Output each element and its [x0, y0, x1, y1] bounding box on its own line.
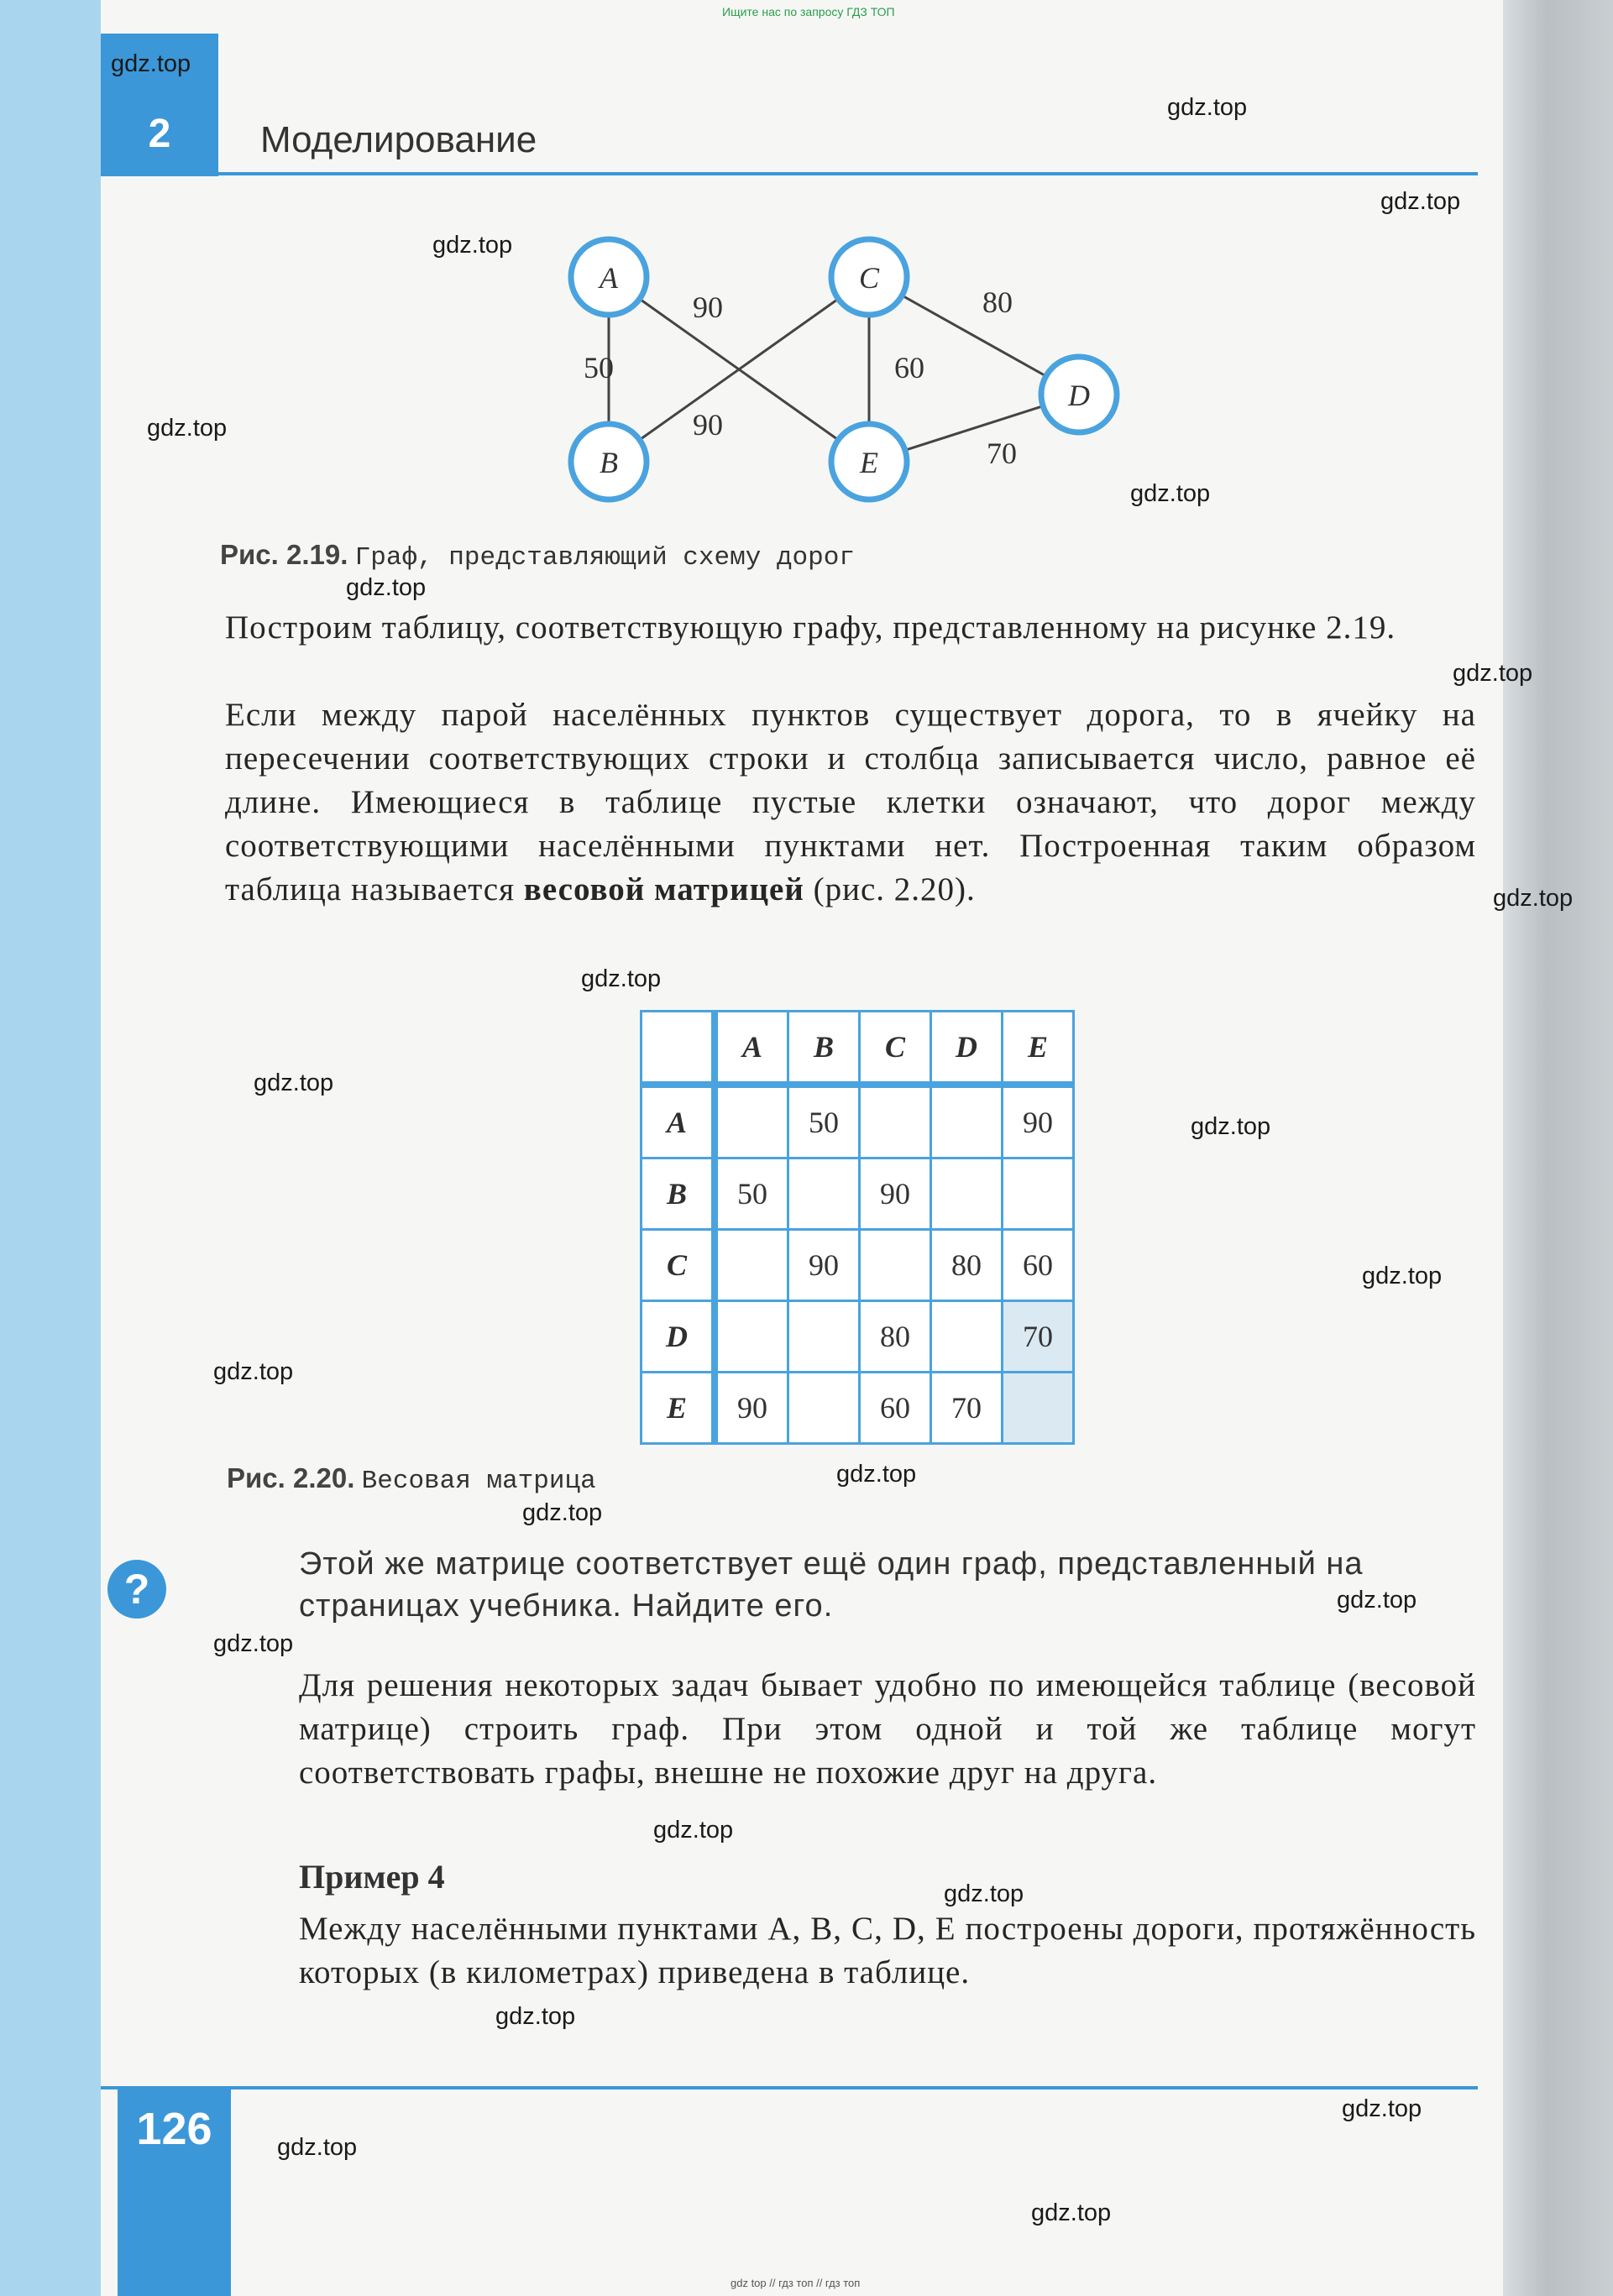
- paragraph-graph-from-table: Для решения некоторых задач бывает удобно по имеющейся таблице (весовой матрице) строить граф. При этом одной и той же таблице могут соответствовать графы, внешне не похожие друг на друга.: [299, 1667, 1476, 1791]
- matrix-row: [642, 1373, 1074, 1444]
- matrix-corner: [642, 1012, 715, 1085]
- figure-2-20-caption: [227, 1462, 596, 1496]
- header-divider: [218, 172, 1478, 175]
- matrix-row-header: B: [642, 1158, 715, 1230]
- figure-label: Рис. 2.20.: [227, 1462, 355, 1493]
- watermark: gdz.top: [1453, 660, 1533, 687]
- definition-text: Если между парой населённых пунктов существует дорога, то в ячейку на пересечении соответствующих строки и столбца записывается число, равное её длине. Имеющиеся в таблице пустые клетки означают, что дорог между соответствующими населёнными пунктами нет. Построенная таким образом таблица называется: [225, 697, 1476, 907]
- matrix-cell: 90: [860, 1158, 931, 1230]
- figure-2-19-caption: [220, 539, 855, 573]
- matrix-header-row: [642, 1012, 1074, 1085]
- edge-weight-label: 90: [693, 290, 723, 324]
- matrix-cell: [931, 1158, 1003, 1230]
- bottom-notice: gdz top // гдз топ // гдз топ: [731, 2277, 861, 2289]
- watermark: gdz.top: [1130, 480, 1211, 507]
- graph-node-label: B: [600, 446, 618, 479]
- matrix-cell: 90: [788, 1230, 860, 1301]
- watermark: gdz.top: [277, 2134, 358, 2161]
- edge-weight-label: 50: [584, 351, 614, 384]
- matrix-row: [642, 1085, 1074, 1158]
- definition-ref: (рис. 2.20).: [804, 871, 976, 907]
- watermark: gdz.top: [1337, 1587, 1417, 1613]
- watermark: gdz.top: [1031, 2199, 1112, 2226]
- graph-node-label: C: [858, 261, 880, 295]
- edge-weight-label: 70: [987, 437, 1017, 470]
- watermark: gdz.top: [581, 965, 662, 992]
- matrix-col-header: E: [1003, 1012, 1074, 1085]
- matrix-cell: 50: [788, 1085, 860, 1158]
- footer-divider: [101, 2086, 1478, 2089]
- matrix-cell: [1003, 1373, 1074, 1444]
- watermark: gdz.top: [653, 1817, 734, 1844]
- watermark: gdz.top: [1342, 2095, 1422, 2122]
- matrix-row: [642, 1230, 1074, 1301]
- matrix-cell: [715, 1085, 788, 1158]
- question-text: Этой же матрице соответствует ещё один граф, представленный на страницах учебника. Найдите его.: [299, 1546, 1364, 1624]
- matrix-cell: [931, 1085, 1003, 1158]
- matrix-row: [642, 1158, 1074, 1230]
- matrix-cell: [715, 1301, 788, 1373]
- top-notice: Ищите нас по запросу ГДЗ ТОП: [722, 5, 895, 18]
- chapter-number: 2: [148, 112, 171, 156]
- matrix-cell: [788, 1373, 860, 1444]
- question-icon: ?: [107, 1560, 166, 1619]
- page-number: 126: [136, 2104, 212, 2154]
- matrix-row-header: C: [642, 1230, 715, 1301]
- edge-weight-label: 80: [982, 285, 1013, 319]
- left-margin-strip: [0, 0, 101, 2296]
- page-number-tab: [118, 2086, 231, 2296]
- watermark: gdz.top: [1362, 1263, 1443, 1289]
- example-title: Пример 4: [299, 1858, 445, 1896]
- matrix-cell: 90: [715, 1373, 788, 1444]
- chapter-title: Моделирование: [260, 119, 537, 160]
- watermark: gdz.top: [495, 2003, 576, 2030]
- watermark: gdz.top: [522, 1499, 603, 1526]
- watermark: gdz.top: [213, 1358, 294, 1385]
- matrix-row-header: A: [642, 1085, 715, 1158]
- matrix-cell: 80: [860, 1301, 931, 1373]
- matrix-col-header: B: [788, 1012, 860, 1085]
- road-graph: [504, 218, 1176, 520]
- matrix-row-header: D: [642, 1301, 715, 1373]
- matrix-row: [642, 1301, 1074, 1373]
- matrix-cell: 80: [931, 1230, 1003, 1301]
- watermark: gdz.top: [1191, 1113, 1271, 1140]
- matrix-cell: 60: [1003, 1230, 1074, 1301]
- matrix-cell: [860, 1230, 931, 1301]
- page-gutter: [1503, 0, 1613, 2296]
- matrix-row-header: E: [642, 1373, 715, 1444]
- matrix-cell: [788, 1158, 860, 1230]
- watermark: gdz.top: [213, 1630, 294, 1657]
- watermark: gdz.top: [1493, 885, 1574, 912]
- matrix-cell: 70: [931, 1373, 1003, 1444]
- watermark: gdz.top: [944, 1880, 1024, 1907]
- matrix-col-header: D: [931, 1012, 1003, 1085]
- paragraph-definition: [225, 693, 1476, 912]
- matrix-cell: [1003, 1158, 1074, 1230]
- paragraph-intro: Построим таблицу, соответствующую графу, представленному на рисунке 2.19.: [225, 609, 1396, 646]
- watermark: gdz.top: [111, 50, 191, 77]
- matrix-col-header: A: [715, 1012, 788, 1085]
- watermark: gdz.top: [147, 415, 228, 442]
- graph-node-label: A: [600, 261, 618, 295]
- matrix-col-header: C: [860, 1012, 931, 1085]
- matrix-cell: 60: [860, 1373, 931, 1444]
- edge-weight-label: 90: [693, 408, 723, 442]
- watermark: gdz.top: [1380, 188, 1461, 215]
- matrix-cell: [931, 1301, 1003, 1373]
- watermark: gdz.top: [254, 1070, 334, 1096]
- figure-text: Весовая матрица: [361, 1467, 596, 1496]
- matrix-cell: 70: [1003, 1301, 1074, 1373]
- graph-node-label: E: [860, 446, 878, 479]
- graph-node-label: D: [1068, 379, 1090, 412]
- matrix-cell: [715, 1230, 788, 1301]
- term-weight-matrix: весовой матрицей: [523, 871, 804, 907]
- watermark: gdz.top: [432, 232, 513, 259]
- watermark: gdz.top: [346, 574, 427, 601]
- matrix-cell: 90: [1003, 1085, 1074, 1158]
- edge-weight-label: 60: [894, 351, 924, 384]
- matrix-cell: [788, 1301, 860, 1373]
- paragraph-example: Между населёнными пунктами A, B, C, D, E построены дороги, протяжённость которых (в километрах) приведена в таблице.: [299, 1911, 1476, 1990]
- watermark: gdz.top: [1167, 94, 1248, 121]
- matrix-cell: 50: [715, 1158, 788, 1230]
- weight-matrix-table: [640, 1010, 1075, 1445]
- watermark: gdz.top: [836, 1461, 917, 1488]
- figure-label: Рис. 2.19.: [220, 539, 348, 570]
- figure-text: Граф, представляющий схему дорог: [354, 543, 855, 573]
- matrix-cell: [860, 1085, 931, 1158]
